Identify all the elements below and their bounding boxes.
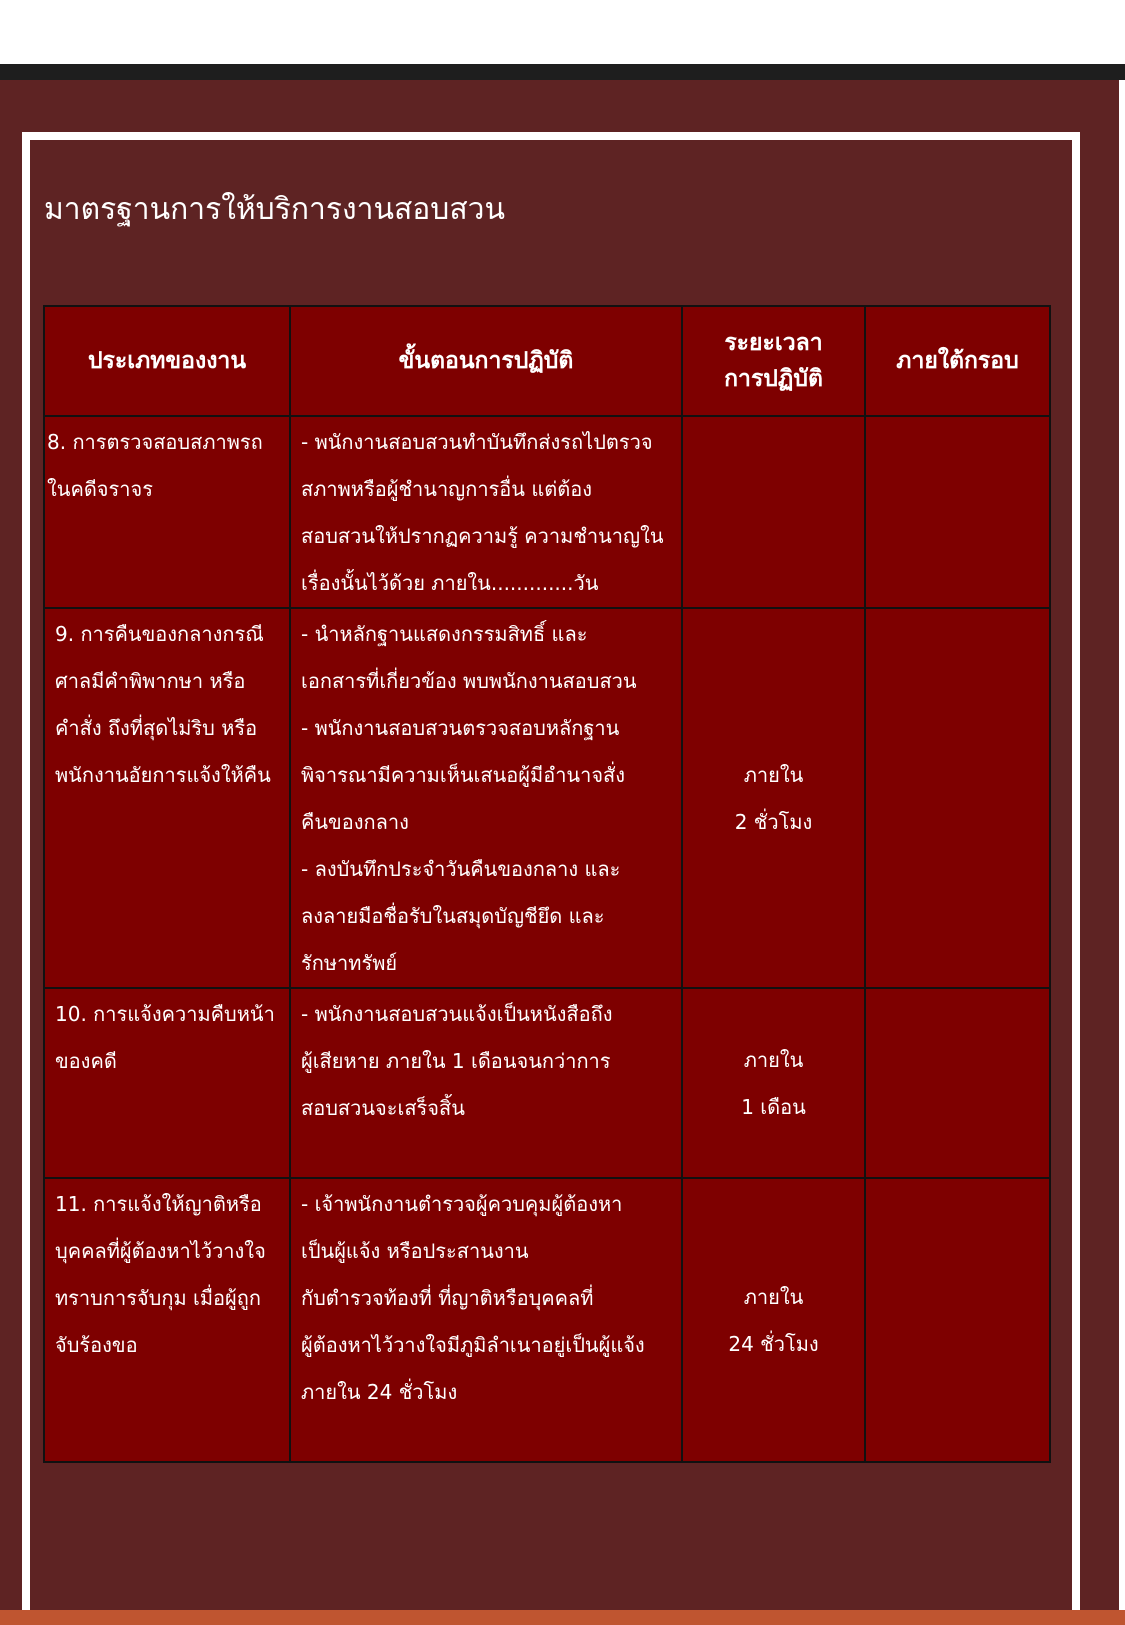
text-line: สอบสวนจะเสร็จสิ้น — [301, 1096, 465, 1120]
text-line: กับตำรวจท้องที่ ที่ญาติหรือบุคคลที่ — [301, 1286, 594, 1310]
table-row — [44, 988, 1050, 1178]
table-row — [44, 416, 1050, 608]
text-line: - พนักงานสอบสวนทำบันทึกส่งรถไปตรวจ — [301, 430, 653, 454]
cell-procedure — [290, 988, 682, 1178]
text-line: 2 ชั่วโมง — [734, 810, 813, 834]
text-line: - พนักงานสอบสวนแจ้งเป็นหนังสือถึง — [301, 1002, 613, 1026]
cell-work-type — [44, 608, 290, 988]
text-line: ภายใน — [743, 763, 804, 787]
text-line: 24 ชั่วโมง — [728, 1332, 819, 1356]
text-line: บุคคลที่ผู้ต้องหาไว้วางใจ — [55, 1239, 266, 1263]
cell-within-frame — [865, 988, 1050, 1178]
text-line: ภายใน — [743, 1285, 804, 1309]
cell-work-type — [44, 1178, 290, 1462]
text-line: ภายใน 24 ชั่วโมง — [301, 1380, 458, 1404]
text-line: - ลงบันทึกประจำวันคืนของกลาง และ — [301, 857, 621, 881]
table-header-row — [44, 306, 1050, 416]
header-duration-line2: การปฏิบัติ — [724, 366, 823, 392]
text-line: เรื่องนั้นไว้ด้วย ภายใน.............วัน — [301, 571, 599, 595]
text-line: 10. การแจ้งความคืบหน้า — [55, 1002, 275, 1026]
text-line: 11. การแจ้งให้ญาติหรือ — [55, 1192, 262, 1216]
cell-duration — [682, 416, 865, 608]
cell-procedure — [290, 608, 682, 988]
text-line: เป็นผู้แจ้ง หรือประสานงาน — [301, 1239, 529, 1263]
top-dark-band — [0, 64, 1125, 80]
text-line: - พนักงานสอบสวนตรวจสอบหลักฐาน — [301, 716, 620, 740]
cell-procedure — [290, 416, 682, 608]
text-line: 1 เดือน — [741, 1095, 806, 1119]
bottom-accent-bar — [0, 1610, 1125, 1625]
text-line: พนักงานอัยการแจ้งให้คืน — [55, 763, 271, 787]
text-line: เอกสารที่เกี่ยวข้อง พบพนักงานสอบสวน — [301, 669, 637, 693]
table-row — [44, 608, 1050, 988]
header-duration — [682, 306, 865, 416]
poster-title: มาตรฐานการให้บริการงานสอบสวน — [44, 192, 505, 227]
cell-duration — [682, 988, 865, 1178]
service-standard-table — [43, 305, 1051, 1463]
text-line: ศาลมีคำพิพากษา หรือ — [55, 669, 246, 693]
text-line: สอบสวนให้ปรากฏความรู้ ความชำนาญใน — [301, 524, 664, 548]
text-line: 9. การคืนของกลางกรณี — [55, 622, 264, 646]
right-edge-strip — [1119, 80, 1125, 1610]
table-row — [44, 1178, 1050, 1462]
cell-within-frame — [865, 416, 1050, 608]
text-line: ภายใน — [743, 1048, 804, 1072]
cell-duration — [682, 608, 865, 988]
text-line: ของคดี — [55, 1049, 117, 1073]
text-line: พิจารณามีความเห็นเสนอผู้มีอำนาจสั่ง — [301, 763, 626, 787]
header-duration-line1: ระยะเวลา — [724, 330, 823, 356]
text-line: ทราบการจับกุม เมื่อผู้ถูก — [55, 1286, 261, 1310]
top-blank-area — [0, 0, 1125, 64]
header-work-type: ประเภทของงาน — [44, 306, 290, 416]
header-procedure: ขั้นตอนการปฏิบัติ — [290, 306, 682, 416]
text-line: จับร้องขอ — [55, 1333, 138, 1357]
cell-work-type — [44, 416, 290, 608]
text-line: คำสั่ง ถึงที่สุดไม่ริบ หรือ — [55, 716, 258, 740]
cell-work-type — [44, 988, 290, 1178]
text-line: สภาพหรือผู้ชำนาญการอื่น แต่ต้อง — [301, 477, 592, 501]
text-line: คืนของกลาง — [301, 810, 409, 834]
text-line: ในคดีจราจร — [47, 477, 153, 501]
cell-duration — [682, 1178, 865, 1462]
text-line: - นำหลักฐานแสดงกรรมสิทธิ์ และ — [301, 622, 588, 646]
text-line: ลงลายมือชื่อรับในสมุดบัญชียึด และ — [301, 904, 605, 928]
cell-procedure — [290, 1178, 682, 1462]
cell-within-frame — [865, 608, 1050, 988]
text-line: ผู้เสียหาย ภายใน 1 เดือนจนกว่าการ — [301, 1049, 611, 1073]
header-within-frame: ภายใต้กรอบ — [865, 306, 1050, 416]
cell-within-frame — [865, 1178, 1050, 1462]
text-line: ผู้ต้องหาไว้วางใจมีภูมิลำเนาอยู่เป็นผู้แจ้ง — [301, 1333, 645, 1357]
text-line: - เจ้าพนักงานตำรวจผู้ควบคุมผู้ต้องหา — [301, 1192, 623, 1216]
text-line: รักษาทรัพย์ — [301, 951, 398, 975]
text-line: 8. การตรวจสอบสภาพรถ — [47, 430, 263, 454]
